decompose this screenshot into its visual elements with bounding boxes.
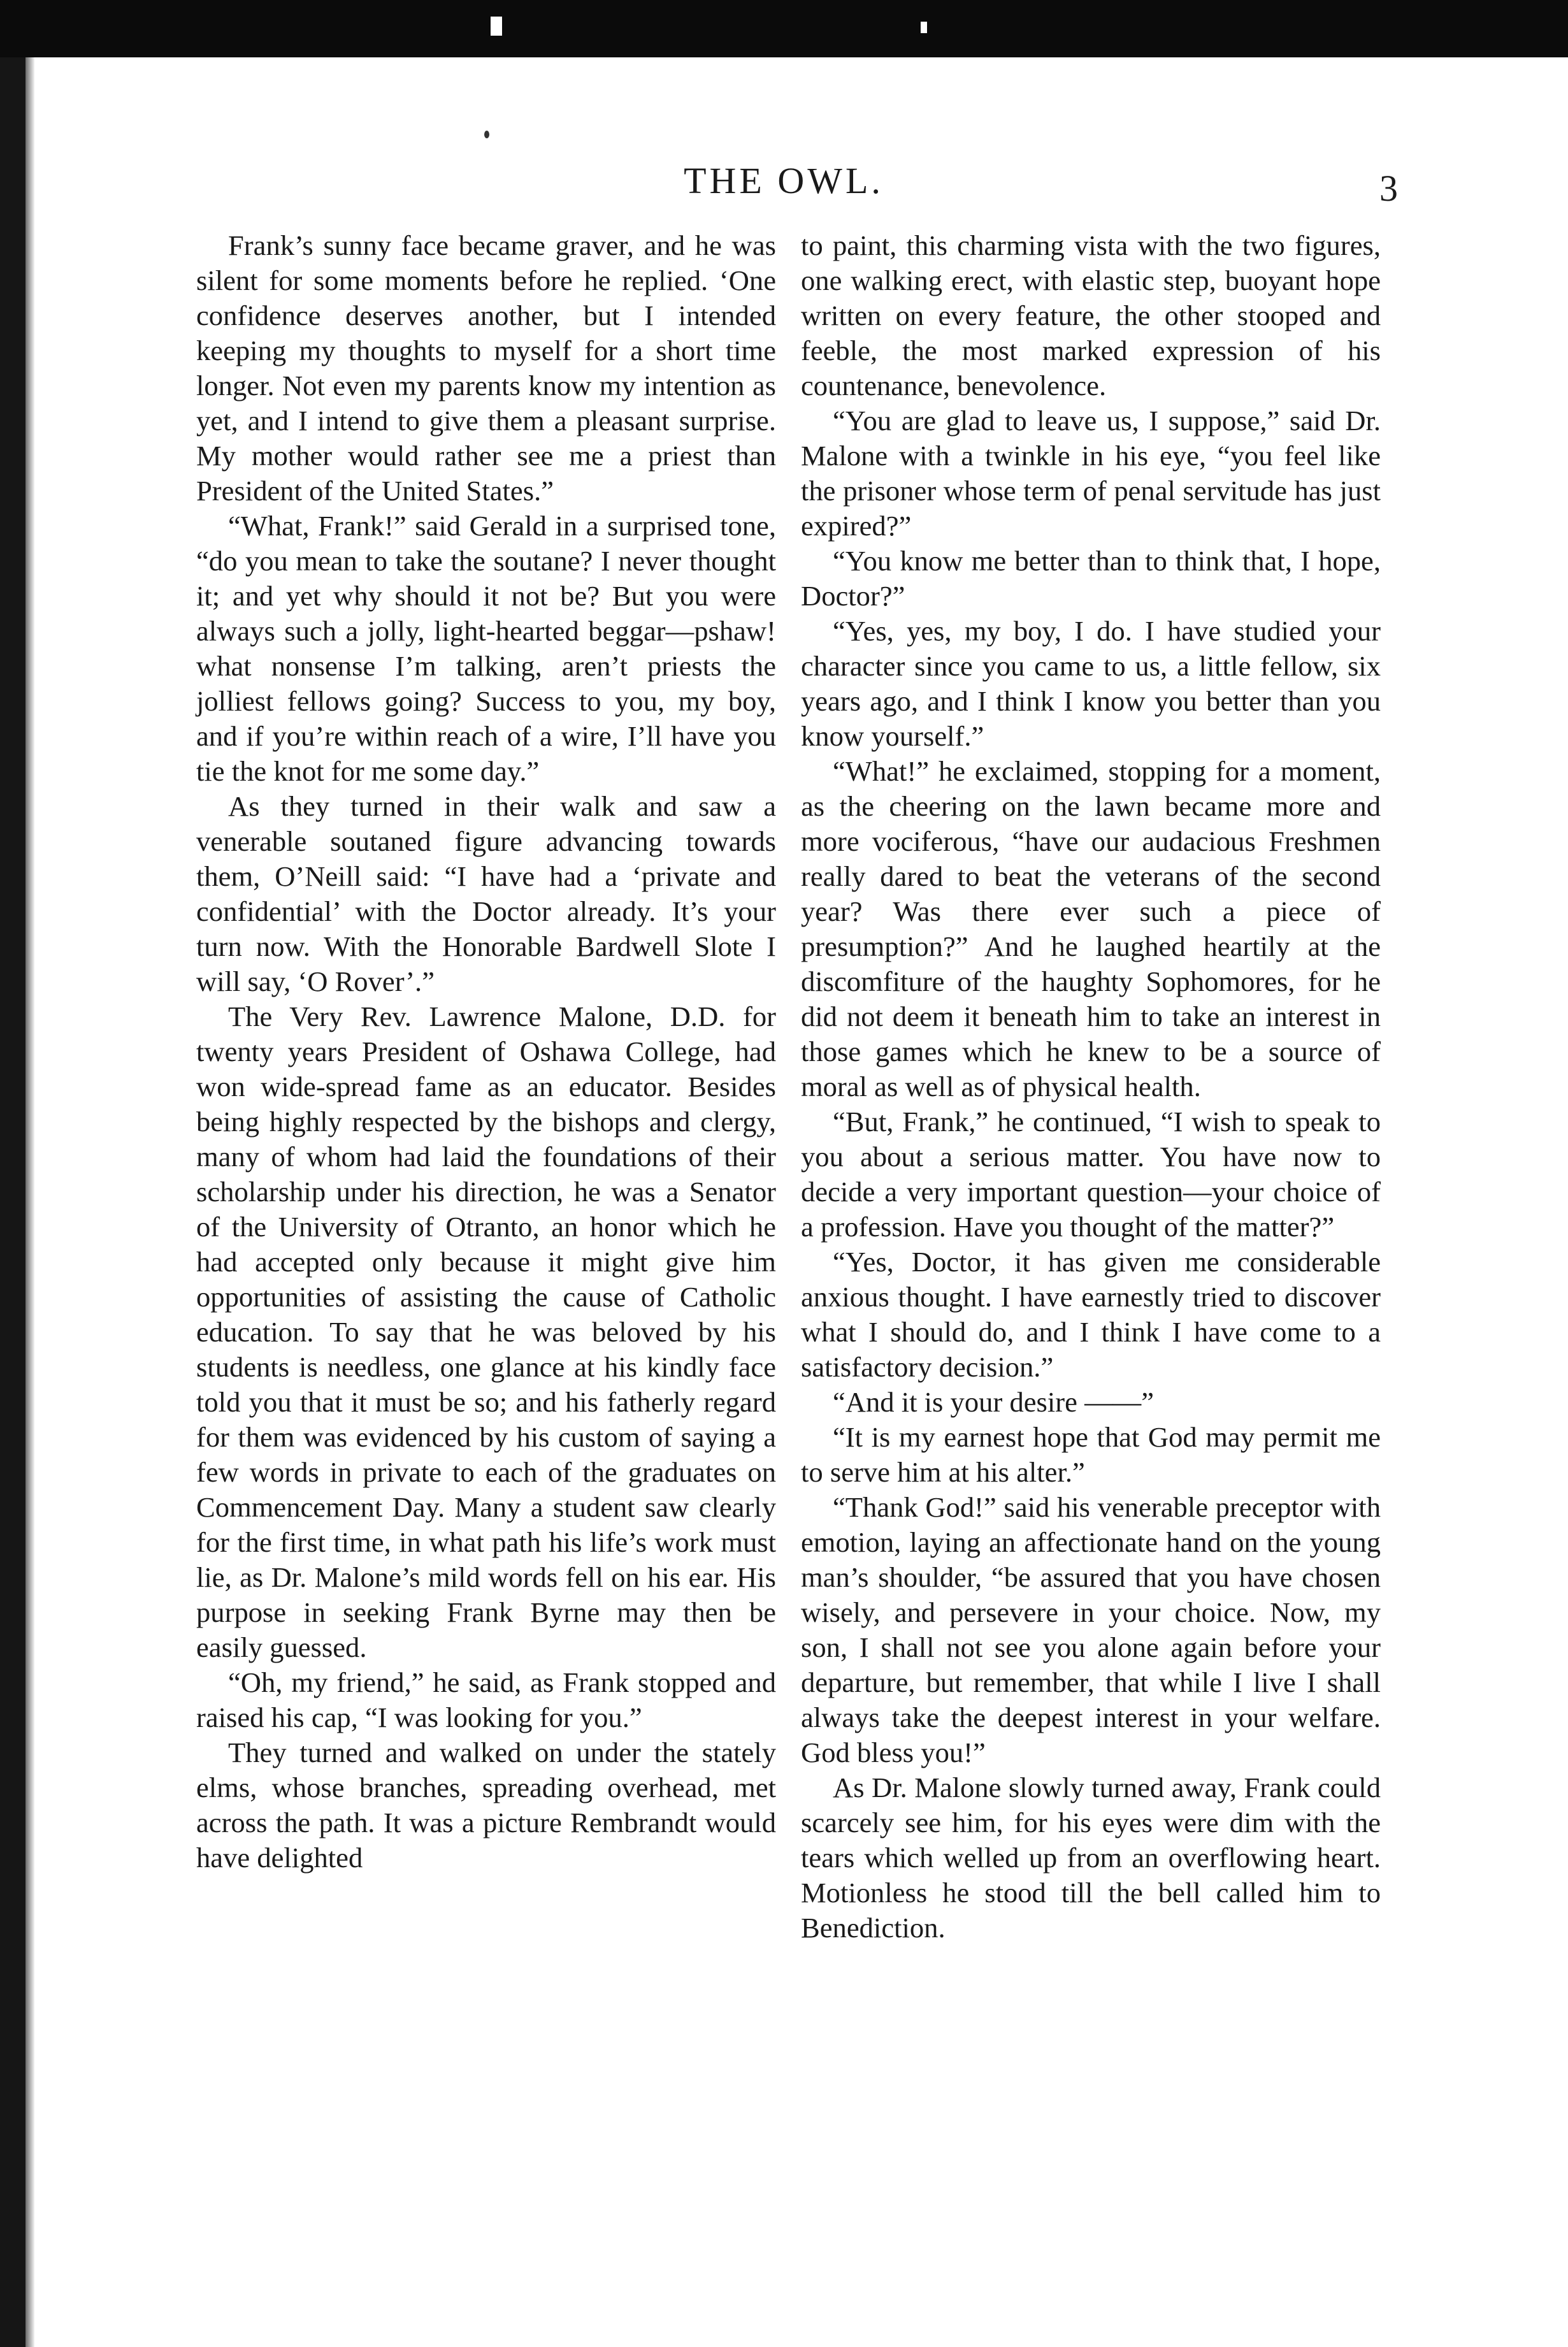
page-binding-shadow xyxy=(25,57,34,2347)
paragraph: As Dr. Malone slowly turned away, Frank could scarcely see him, for his eyes were dim with the tears which welled up from an overflowing heart. Motionless he stood till the bell called him to Benediction. xyxy=(801,1772,1381,1944)
paragraph: “Yes, yes, my boy, I do. I have studied your character since you came to us, a little fellow, six years ago, and I think I know you better than you know yourself.” xyxy=(801,615,1381,752)
page-binding-edge xyxy=(0,57,25,2347)
paragraph: to paint, this charming vista with the two figures, one walking erect, with elastic step, buoyant hope written on every feature, the other stooped and feeble, the most marked expression of his countenance, benevolence. xyxy=(801,229,1381,401)
paragraph: “And it is your desire ——” xyxy=(833,1386,1154,1418)
text-column-right xyxy=(801,228,1381,1946)
paragraph: “What, Frank!” said Gerald in a surprised tone, “do you mean to take the soutane? I never thought it; and yet why should it not be? But you were always such a jolly, light-hearted beggar—pshaw! what nonsense I’m talking, aren’t priests the jolliest fellows going? Success to you, my boy, and if you’re within reach of a wire, I’ll have you tie the knot for me some day.” xyxy=(196,510,776,787)
paragraph: “But, Frank,” he continued, “I wish to speak to you about a serious matter. You have now to decide a very important question—your choice of a profession. Have you thought of the matter?” xyxy=(801,1106,1381,1243)
scan-speck xyxy=(484,131,489,138)
paragraph: “You know me better than to think that, I hope, Doctor?” xyxy=(801,545,1381,612)
paragraph: The Very Rev. Lawrence Malone, D.D. for twenty years President of Oshawa College, had won wide-spread fame as an educator. Besides being highly respected by the bishops and clergy, many of whom had laid the foundations of their scholarship under his direction, he was a Senator of the University of Otranto, an honor which he had accepted only because it might give him opportunities of assisting the cause of Catholic education. To say that he was beloved by his students is needless, one glance at his kindly face told you that it must be so; and his fatherly regard for them was evidenced by his custom of saying a few words in private to each of the graduates on Commencement Day. Many a student saw clearly for the first time, in what path his life’s work must lie, as Dr. Malone’s mild words fell on his ear. His purpose in seeking Frank Byrne may then be easily guessed. xyxy=(196,1000,776,1663)
paragraph: They turned and walked on under the stately elms, whose branches, spreading overhead, met across the path. It was a picture Rembrandt would have delighted xyxy=(196,1737,776,1874)
running-title: THE OWL. xyxy=(684,160,884,201)
scan-top-border xyxy=(0,0,1568,57)
page-number: 3 xyxy=(1379,168,1398,209)
paragraph: “Oh, my friend,” he said, as Frank stopped and raised his cap, “I was looking for you.” xyxy=(196,1666,776,1733)
scan-artifact xyxy=(921,22,927,33)
scan-artifact xyxy=(491,17,502,36)
paragraph: Frank’s sunny face became graver, and he was silent for some moments before he replied. ‘One confidence deserves another, but I intended keeping my thoughts to myself for a short time longer. Not even my parents know my intention as yet, and I intend to give them a pleasant surprise. My mother would rather see me a priest than President of the United States.” xyxy=(196,229,776,507)
paragraph: “Yes, Doctor, it has given me considerable anxious thought. I have earnestly tried to discover what I should do, and I think I have come to a satisfactory decision.” xyxy=(801,1246,1381,1383)
paragraph: “What!” he exclaimed, stopping for a moment, as the cheering on the lawn became more and more vociferous, “have our audacious Freshmen really dared to beat the veterans of the second year? Was there ever such a piece of presumption?” And he laughed heartily at the discomfiture of the haughty Sophomores, for he did not deem it beneath him to take an interest in those games which he knew to be a source of moral as well as of physical health. xyxy=(801,755,1381,1102)
paragraph: “You are glad to leave us, I suppose,” said Dr. Malone with a twinkle in his eye, “you feel like the prisoner whose term of penal servitude has just expired?” xyxy=(801,405,1381,542)
page-header xyxy=(0,159,1568,217)
paragraph: As they turned in their walk and saw a venerable soutaned figure advancing towards them, O’Neill said: “I have had a ‘private and confidential’ with the Doctor already. It’s your turn now. With the Honorable Bardwell Slote I will say, ‘O Rover’.” xyxy=(196,790,776,997)
paragraph: “Thank God!” said his venerable preceptor with emotion, laying an affectionate hand on the young man’s shoulder, “be assured that you have chosen wisely, and persevere in your choice. Now, my son, I shall not see you alone again before your departure, but remember, that while I live I shall always take the deepest interest in your welfare. God bless you!” xyxy=(801,1491,1381,1768)
paragraph: “It is my earnest hope that God may permit me to serve him at his alter.” xyxy=(801,1421,1381,1488)
text-column-left xyxy=(196,228,776,1875)
